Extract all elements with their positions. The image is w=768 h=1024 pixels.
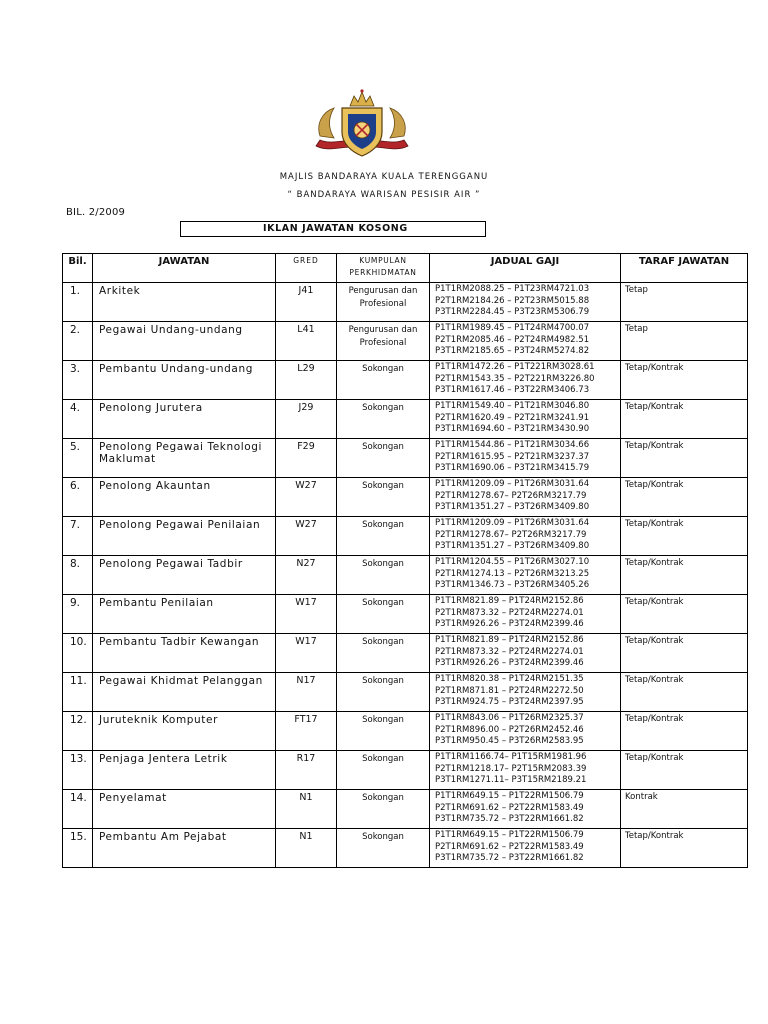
salary-schedule	[430, 283, 621, 322]
position-name: Pembantu Penilaian	[93, 595, 276, 634]
salary-schedule	[430, 322, 621, 361]
col-header-kumpulan: KUMPULAN PERKHIDMATAN	[337, 254, 430, 283]
table-header-row	[63, 254, 748, 283]
row-number: 1.	[63, 283, 93, 322]
salary-line: P3T1RM1346.73 – P3T26RM3405.26	[435, 580, 590, 591]
grade: L29	[276, 361, 337, 400]
salary-line: P1T1RM1544.86 – P1T21RM3034.66	[435, 440, 590, 450]
service-group: Sokongan	[337, 712, 430, 751]
service-group: Sokongan	[337, 634, 430, 673]
salary-schedule	[430, 517, 621, 556]
employment-status: Tetap/Kontrak	[621, 751, 748, 790]
row-number: 15.	[63, 829, 93, 868]
employment-status: Kontrak	[621, 790, 748, 829]
employment-status: Tetap/Kontrak	[621, 361, 748, 400]
salary-line: P2T1RM1218.17– P2T15RM2083.39	[435, 763, 587, 774]
service-group: Sokongan	[337, 400, 430, 439]
salary-line: P3T1RM735.72 – P3T22RM1661.82	[435, 814, 584, 825]
salary-line: P3T1RM735.72 – P3T22RM1661.82	[435, 853, 584, 864]
row-number: 10.	[63, 634, 93, 673]
salary-line: P2T1RM1615.95 – P2T21RM3237.37	[435, 451, 590, 462]
employment-status: Tetap/Kontrak	[621, 439, 748, 478]
table-row	[63, 751, 748, 790]
grade: N17	[276, 673, 337, 712]
salary-line: P1T1RM1209.09 – P1T26RM3031.64	[435, 479, 590, 489]
employment-status: Tetap/Kontrak	[621, 400, 748, 439]
organization-motto: “ BANDARAYA WARISAN PESISIR AIR ”	[287, 190, 481, 200]
service-group: Pengurusan dan Profesional	[337, 322, 430, 361]
position-name: Pegawai Khidmat Pelanggan	[93, 673, 276, 712]
employment-status: Tetap	[621, 283, 748, 322]
salary-line: P3T1RM1690.06 – P3T21RM3415.79	[435, 463, 590, 474]
row-number: 7.	[63, 517, 93, 556]
salary-schedule	[430, 634, 621, 673]
employment-status: Tetap/Kontrak	[621, 829, 748, 868]
grade: W17	[276, 634, 337, 673]
salary-line: P1T1RM1472.26 – P1T221RM3028.61	[435, 362, 595, 372]
grade: W17	[276, 595, 337, 634]
service-group: Sokongan	[337, 751, 430, 790]
salary-schedule	[430, 361, 621, 400]
position-name: Pegawai Undang-undang	[93, 322, 276, 361]
salary-line: P3T1RM2284.45 – P3T23RM5306.79	[435, 307, 590, 318]
salary-line: P3T1RM1694.60 – P3T21RM3430.90	[435, 424, 590, 435]
salary-line: P2T1RM896.00 – P2T26RM2452.46	[435, 724, 584, 735]
employment-status: Tetap/Kontrak	[621, 673, 748, 712]
row-number: 8.	[63, 556, 93, 595]
position-name: Pembantu Tadbir Kewangan	[93, 634, 276, 673]
salary-line: P2T1RM2184.26 – P2T23RM5015.88	[435, 295, 590, 306]
position-name: Penolong Pegawai Tadbir	[93, 556, 276, 595]
organization-name: MAJLIS BANDARAYA KUALA TERENGGANU	[279, 172, 489, 182]
grade: N27	[276, 556, 337, 595]
table-row	[63, 283, 748, 322]
salary-schedule	[430, 595, 621, 634]
service-group: Sokongan	[337, 439, 430, 478]
position-name: Penyelamat	[93, 790, 276, 829]
service-group: Sokongan	[337, 790, 430, 829]
salary-line: P1T1RM1166.74– P1T15RM1981.96	[435, 752, 587, 762]
document-title-box	[180, 221, 486, 237]
salary-schedule	[430, 751, 621, 790]
grade: FT17	[276, 712, 337, 751]
employment-status: Tetap	[621, 322, 748, 361]
salary-line: P3T1RM1351.27 – P3T26RM3409.80	[435, 541, 590, 552]
salary-schedule	[430, 556, 621, 595]
table-row	[63, 673, 748, 712]
salary-line: P2T1RM873.32 – P2T24RM2274.01	[435, 646, 584, 657]
position-name: Juruteknik Komputer	[93, 712, 276, 751]
col-header-bil: Bil.	[63, 254, 93, 283]
salary-schedule	[430, 673, 621, 712]
salary-schedule	[430, 400, 621, 439]
salary-line: P1T1RM821.89 – P1T24RM2152.86	[435, 596, 584, 606]
salary-line: P3T1RM1351.27 – P3T26RM3409.80	[435, 502, 590, 513]
position-name: Pembantu Am Pejabat	[93, 829, 276, 868]
service-group: Sokongan	[337, 829, 430, 868]
salary-line: P1T1RM820.38 – P1T24RM2151.35	[435, 674, 584, 684]
salary-line: P1T1RM1989.45 – P1T24RM4700.07	[435, 323, 590, 333]
salary-schedule	[430, 712, 621, 751]
employment-status: Tetap/Kontrak	[621, 556, 748, 595]
service-group: Pengurusan dan Profesional	[337, 283, 430, 322]
salary-line: P1T1RM649.15 – P1T22RM1506.79	[435, 791, 584, 801]
salary-line: P3T1RM950.45 – P3T26RM2583.95	[435, 736, 584, 747]
vacancy-table	[62, 253, 748, 868]
row-number: 12.	[63, 712, 93, 751]
service-group: Sokongan	[337, 556, 430, 595]
table-row	[63, 478, 748, 517]
salary-line: P2T1RM1543.35 – P2T221RM3226.80	[435, 373, 595, 384]
col-header-taraf: TARAF JAWATAN	[621, 254, 748, 283]
table-row	[63, 595, 748, 634]
salary-line: P2T1RM873.32 – P2T24RM2274.01	[435, 607, 584, 618]
salary-line: P3T1RM924.75 – P3T24RM2397.95	[435, 697, 584, 708]
salary-line: P2T1RM2085.46 – P2T24RM4982.51	[435, 334, 590, 345]
salary-line: P1T1RM2088.25 – P1T23RM4721.03	[435, 284, 590, 294]
row-number: 9.	[63, 595, 93, 634]
service-group: Sokongan	[337, 595, 430, 634]
salary-line: P2T1RM1278.67– P2T26RM3217.79	[435, 529, 587, 540]
row-number: 4.	[63, 400, 93, 439]
service-group: Sokongan	[337, 361, 430, 400]
document-title: IKLAN JAWATAN KOSONG	[263, 223, 408, 234]
row-number: 14.	[63, 790, 93, 829]
position-name: Penolong Jurutera	[93, 400, 276, 439]
salary-line: P1T1RM843.06 – P1T26RM2325.37	[435, 713, 584, 723]
salary-line: P2T1RM691.62 – P2T22RM1583.49	[435, 802, 584, 813]
service-group: Sokongan	[337, 478, 430, 517]
council-crest-logo	[312, 88, 412, 166]
employment-status: Tetap/Kontrak	[621, 634, 748, 673]
table-row	[63, 439, 748, 478]
salary-line: P2T1RM1278.67– P2T26RM3217.79	[435, 490, 587, 501]
grade: L41	[276, 322, 337, 361]
grade: N1	[276, 829, 337, 868]
table-row	[63, 322, 748, 361]
salary-schedule	[430, 478, 621, 517]
table-row	[63, 361, 748, 400]
salary-schedule	[430, 439, 621, 478]
position-name: Pembantu Undang-undang	[93, 361, 276, 400]
service-group: Sokongan	[337, 673, 430, 712]
employment-status: Tetap/Kontrak	[621, 712, 748, 751]
salary-line: P1T1RM821.89 – P1T24RM2152.86	[435, 635, 584, 645]
salary-line: P3T1RM926.26 – P3T24RM2399.46	[435, 658, 584, 669]
salary-line: P2T1RM871.81 – P2T24RM2272.50	[435, 685, 584, 696]
row-number: 11.	[63, 673, 93, 712]
col-header-gred: GRED	[276, 254, 337, 283]
salary-line: P2T1RM1620.49 – P2T21RM3241.91	[435, 412, 590, 423]
reference-number: BIL. 2/2009	[66, 207, 126, 218]
salary-line: P2T1RM1274.13 – P2T26RM3213.25	[435, 568, 590, 579]
position-name: Penolong Akauntan	[93, 478, 276, 517]
position-name: Penolong Pegawai Teknologi Maklumat	[93, 439, 276, 478]
position-name: Arkitek	[93, 283, 276, 322]
employment-status: Tetap/Kontrak	[621, 595, 748, 634]
table-row	[63, 517, 748, 556]
grade: W27	[276, 517, 337, 556]
grade: W27	[276, 478, 337, 517]
table-row	[63, 790, 748, 829]
col-header-jawatan: JAWATAN	[93, 254, 276, 283]
table-row	[63, 634, 748, 673]
row-number: 5.	[63, 439, 93, 478]
row-number: 3.	[63, 361, 93, 400]
salary-line: P3T1RM926.26 – P3T24RM2399.46	[435, 619, 584, 630]
row-number: 2.	[63, 322, 93, 361]
salary-line: P3T1RM1271.11– P3T15RM2189.21	[435, 775, 587, 786]
row-number: 6.	[63, 478, 93, 517]
table-row	[63, 400, 748, 439]
salary-line: P1T1RM1209.09 – P1T26RM3031.64	[435, 518, 590, 528]
salary-line: P2T1RM691.62 – P2T22RM1583.49	[435, 841, 584, 852]
salary-line: P1T1RM1549.40 – P1T21RM3046.80	[435, 401, 590, 411]
position-name: Penjaga Jentera Letrik	[93, 751, 276, 790]
col-header-gaji: JADUAL GAJI	[430, 254, 621, 283]
employment-status: Tetap/Kontrak	[621, 517, 748, 556]
table-row	[63, 712, 748, 751]
salary-schedule	[430, 829, 621, 868]
salary-line: P1T1RM1204.55 – P1T26RM3027.10	[435, 557, 590, 567]
row-number: 13.	[63, 751, 93, 790]
grade: J29	[276, 400, 337, 439]
table-row	[63, 829, 748, 868]
salary-schedule	[430, 790, 621, 829]
grade: R17	[276, 751, 337, 790]
position-name: Penolong Pegawai Penilaian	[93, 517, 276, 556]
grade: F29	[276, 439, 337, 478]
table-row	[63, 556, 748, 595]
salary-line: P3T1RM2185.65 – P3T24RM5274.82	[435, 346, 590, 357]
salary-line: P1T1RM649.15 – P1T22RM1506.79	[435, 830, 584, 840]
employment-status: Tetap/Kontrak	[621, 478, 748, 517]
service-group: Sokongan	[337, 517, 430, 556]
salary-line: P3T1RM1617.46 – P3T22RM3406.73	[435, 385, 590, 396]
grade: N1	[276, 790, 337, 829]
grade: J41	[276, 283, 337, 322]
